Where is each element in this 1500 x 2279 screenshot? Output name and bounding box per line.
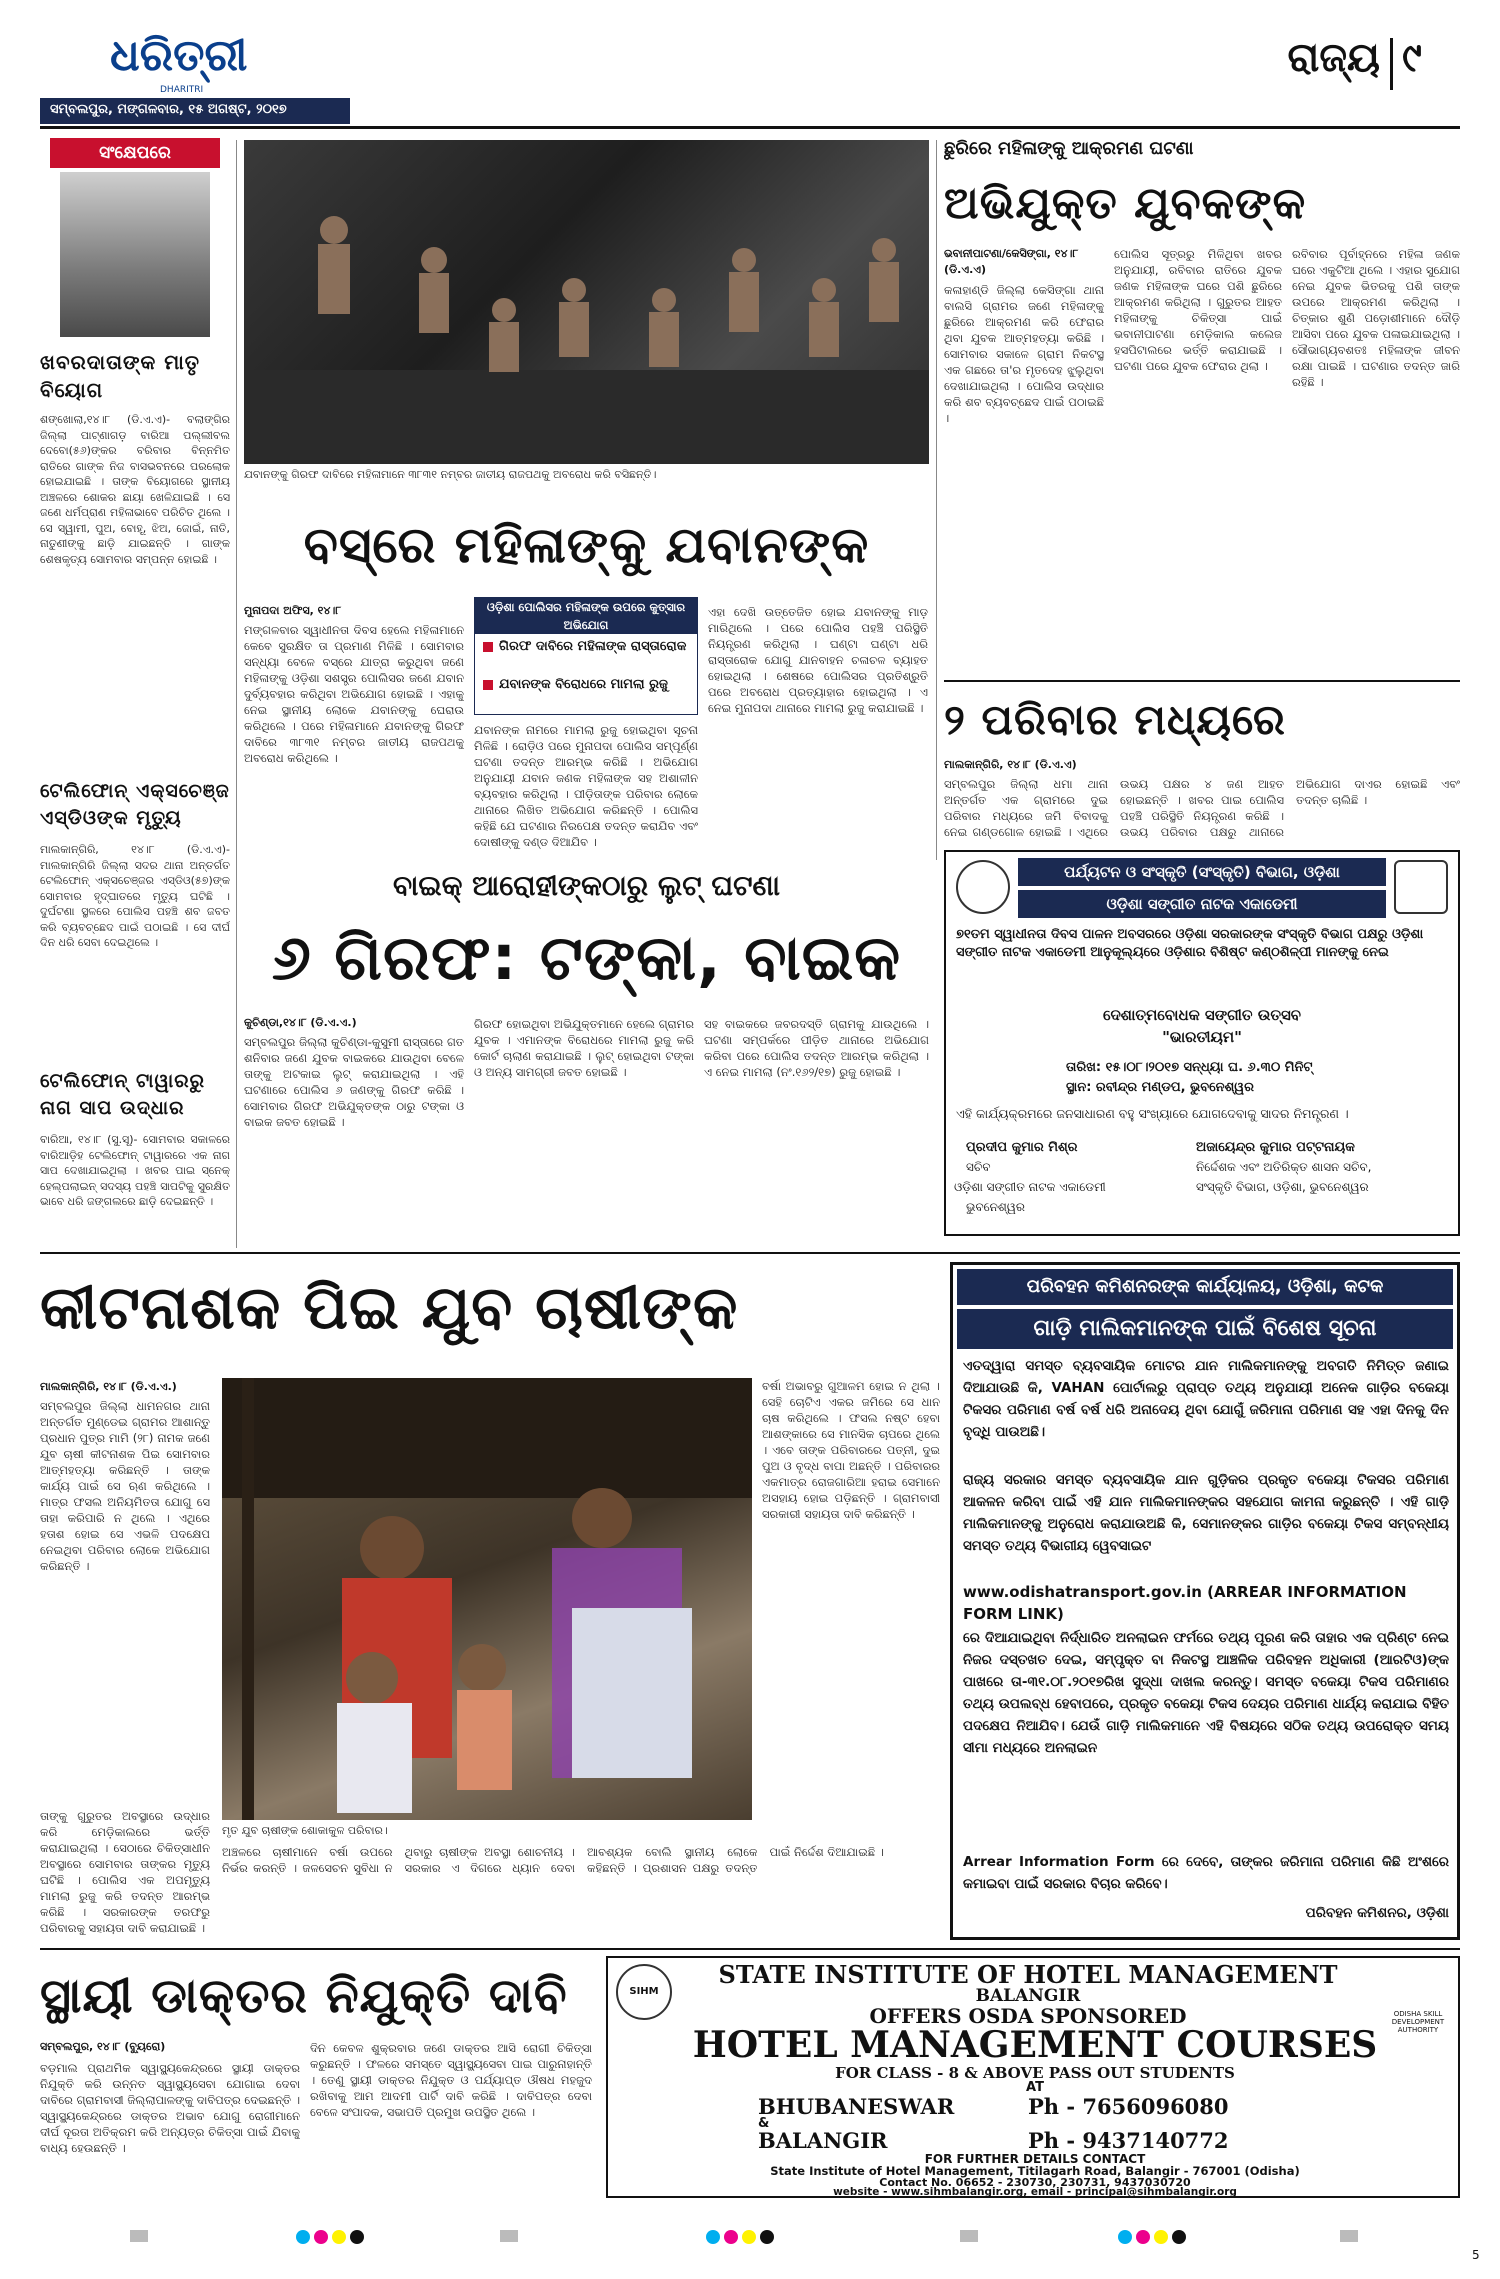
hotel-line6: AT [1026, 2080, 1044, 2095]
hotel-line3: OFFERS OSDA SPONSORED [869, 2004, 1187, 2028]
yellow-dot [742, 2230, 756, 2244]
transport-ad [950, 1262, 1460, 1940]
family-photo-graphic [222, 1378, 752, 1820]
bus-box-point1: ଗିରଫ ଦାବିରେ ମହିଳାଙ୍କ ରାସ୍ତାରୋକ [499, 639, 687, 654]
molestation-dateline: ଭବାନୀପାଟଣା/କେସିଙ୍ଗା, ୧୪।୮ (ଡି.ଏ.ଏ) [944, 247, 1079, 276]
loot-headline: ୬ ଗିରଫ: ଟଙ୍କା, ବାଇକ [271, 921, 902, 994]
gray-mark [500, 2230, 518, 2242]
section-divider [1390, 38, 1393, 90]
transport-para4: Arrear Information Form ରେ ଦେବେ, ତାଙ୍କର ଜରିମାନା ପରିମାଣ କିଛି ଅଂଶରେ କମାଇବା ପାଇଁ ସରକାର ବିଚାର କରିବେ। [963, 1854, 1449, 1892]
farmer-body-col1b: ତାଙ୍କୁ ଗୁରୁତର ଅବସ୍ଥାରେ ଉଦ୍ଧାର କରି ମେଡ଼ିକାଲରେ ଭର୍ତ୍ତି କରାଯାଇଥିଲା । ସେଠାରେ ଚିକିତ୍ସାଧୀନ ଅବସ୍ଥାରେ ସୋମବାର ତାଙ୍କର ମୃତ୍ୟୁ ଘଟିଛି । ପୋଲିସ ଏକ ଅପମୃତ୍ୟୁ ମାମଲା ରୁଜୁ କରି ତଦନ୍ତ ଆରମ୍ଭ କରିଛି । ସରକାରଙ୍କ ତରଫରୁ ପରିବାରକୁ ସହାୟତା ଦାବି କରାଯାଇଛି । [40, 1809, 210, 1935]
doctor-headline: ସ୍ଥାୟୀ ଡାକ୍ତର ନିଯୁକ୍ତି ଦାବି [40, 1968, 568, 2024]
masthead [40, 30, 1460, 125]
hotel-amp: & [758, 2116, 770, 2131]
brief-item1-body: ଶଙ୍ଖୋଲା,୧୪।୮ (ଡି.ଏ.ଏ)- ବଲାଙ୍ଗିର ଜିଲ୍ଲା ପାଟ୍ଣାଗଡ଼ ବାରିଆ ପଲ୍ଲୀବଲ ଦେବୋ(୫୬)ଙ୍କର ବରିବାର ବିନ୍ନମିତ ରାତିରେ ଗାଙ୍କ ନିଜ ବାସଭବନରେ ପରଲୋକ ହୋଇଯାଇଛି । ତାଙ୍କ ବିୟୋଗରେ ସ୍ଥାନୀୟ ଅଞ୍ଚଳରେ ଶୋକର ଛାୟା ଖେଳିଯାଇଛି । ସେ ଜଣେ ଧର୍ମପ୍ରାଣ ମହିଳାଭାବେ ପରିଚିତ ଥିଲେ । ସେ ସ୍ୱାମୀ, ପୁଅ, ବୋହୂ, ଝିଅ, ଜୋଇଁ, ନାତି, ନାତୁଣୀଙ୍କୁ ଛାଡ଼ି ଯାଇଛନ୍ତି । ଗାଙ୍କ ଶେଷକୃତ୍ୟ ସୋମବାର ସମ୍ପନ୍ନ ହୋଇଛି । [40, 413, 230, 566]
brief-item2-title: ଟେଲିଫୋନ୍ ଏକ୍ସଚେଞ୍ଜ ଏସ୍‌ଡିଓଙ୍କ ମୃତ୍ୟୁ [40, 780, 230, 829]
yellow-dot [332, 2230, 346, 2244]
bus-box-title: ଓଡ଼ିଶା ପୋଲିସର ମହିଳାଙ୍କ ଉପରେ କୁତ୍ସାର ଅଭିଯୋଗ [475, 598, 697, 634]
hotel-line1: STATE INSTITUTE OF HOTEL MANAGEMENT [718, 1960, 1338, 1989]
cyan-dot [296, 2230, 310, 2244]
culture-invite: ଏହି କାର୍ଯ୍ୟକ୍ରମରେ ଜନସାଧାରଣ ବହୁ ସଂଖ୍ୟାରେ ଯୋଗଦେବାକୁ ସାଦର ନିମନ୍ତ୍ରଣ । [956, 1106, 1349, 1121]
bus-box-point2: ଯବାନଙ୍କ ବିରୋଧରେ ମାମଲା ରୁଜୁ [499, 677, 668, 692]
bus-highlight-box [474, 597, 698, 715]
masthead-rule [40, 126, 1460, 129]
family-photo-caption: ମୃତ ଯୁବ ଚାଷୀଙ୍କ ଶୋକାକୁଳ ପରିବାର। [222, 1824, 388, 1837]
hotel-phone2[interactable]: Ph - 9437140772 [1028, 2128, 1229, 2153]
page-marker: 5 [1472, 2248, 1480, 2262]
culture-sig1-org: ଓଡ଼ିଶା ସଙ୍ଗୀତ ନାଟକ ଏକାଡେମୀ [954, 1180, 1106, 1194]
culture-sig2-org: ସଂସ୍କୃତି ବିଭାଗ, ଓଡ଼ିଶା, ଭୁବନେଶ୍ୱର [1196, 1180, 1369, 1194]
magenta-dot [314, 2230, 328, 2244]
brief-item2-body: ମାଲକାନ୍‌ଗିରି, ୧୪।୮ (ଡି.ଏ.ଏ)- ମାଲକାନ୍‌ଗିରି ଜିଲ୍ଲା ସଦର ଥାନା ଅନ୍ତର୍ଗତ ଟେଲିଫୋନ୍ ଏକ୍ସଚେଞ୍ଜର ଏସ୍‌ଡିଓ(୫୭)ଙ୍କ ସୋମବାର ହୃଦ୍‌ଘାତରେ ମୃତ୍ୟୁ ଘଟିଛି । ଦୁର୍ଘଟଣା ସ୍ଥଳରେ ପୋଲିସ ପହଞ୍ଚି ଶବ ଜବତ କରି ବ୍ୟବଚ୍ଛେଦ ପାଇଁ ପଠାଇଛି । ସେ ଦୀର୍ଘ ଦିନ ଧରି ସେବା ଦେଇଥିଲେ । [40, 843, 230, 949]
culture-sig2-role: ନିର୍ଦ୍ଦେଶକ ଏବଂ ଅତିରିକ୍ତ ଶାସନ ସଚିବ, [1196, 1160, 1372, 1174]
hotel-web[interactable]: website - www.sihmbalangir.org, email - principal@sihmbalangir.org [833, 2186, 1237, 2198]
culture-dept: ପର୍ଯ୍ୟଟନ ଓ ସଂସ୍କୃତି (ସଂସ୍କୃତି) ବିଭାଗ, ଓଡ଼ିଶା [1018, 858, 1386, 886]
molestation-body-col2: ପୋଲିସ ସୂତ୍ରରୁ ମିଳିଥିବା ଖବର ଅନୁଯାୟୀ, ରବିବାର ରାତିରେ ଯୁବକ ଜଣକ ମହିଳାଙ୍କ ଘରେ ପଶି ଛୁରିରେ ଆକ୍ରମଣ କରିଥିଲା । ଗୁରୁତର ଆହତ ମହିଳାଙ୍କୁ ଚିକିତ୍ସା ପାଇଁ ଭବାନୀପାଟଣା ମେଡ଼ିକାଲ କଲେଜ ହସପିଟାଲରେ ଭର୍ତ୍ତି କରାଯାଇଛି । ଘଟଣା ପରେ ଯୁବକ ଫେରାର ଥିଲା । [1114, 247, 1282, 373]
transport-para3: ରେ ଦିଆଯାଇଥିବା ନିର୍ଦ୍ଧାରିତ ଅନଲାଇନ ଫର୍ମରେ ତଥ୍ୟ ପୂରଣ କରି ତାହାର ଏକ ପ୍ରିଣ୍ଟ ନେଇ ନିଜର ଦସ୍ତଖତ ଦେଇ, ସମ୍ପୃକ୍ତ ବା ନିକଟସ୍ଥ ଆଞ୍ଚଳିକ ପରିବହନ ଅଧିକାରୀ (ଆରଟିଓ)ଙ୍କ ପାଖରେ ତା-୩୧.୦୮.୨୦୧୭ରିଖ ସୁଦ୍ଧା ଦାଖଲ କରନ୍ତୁ। ସମସ୍ତ ବକେୟା ଟିକସ ପରିମାଣର ତଥ୍ୟ ଉପଲବ୍ଧ ହେବାପରେ, ପ୍ରକୃତ ବକେୟା ଟିକସ ଦେୟର ପରିମାଣ ଧାର୍ଯ୍ୟ କରାଯାଇ ବିହିତ ପଦକ୍ଷେପ ନିଆଯିବ। ଯେଉଁ ଗାଡ଼ି ମାଲିକମାନେ ଏହି ବିଷୟରେ ସଠିକ ତଥ୍ୟ ଉପରୋକ୍ତ ସମୟ ସୀମା ମଧ୍ୟରେ ଅନଲାଇନ [963, 1630, 1449, 1756]
mid-page-rule [40, 1252, 1460, 1254]
loot-body-col1: ସମ୍ବଲପୁର ଜିଲ୍ଲା କୁଚିଣ୍ଡା-କୁସୁମୀ ରାସ୍ତାରେ ଗତ ଶନିବାର ଜଣେ ଯୁବକ ବାଇକରେ ଯାଉଥିବା ବେଳେ ତାଙ୍କୁ ଅଟକାଇ ଲୁଟ୍ କରାଯାଇଥିଲା । ଏହି ଘଟଣାରେ ପୋଲିସ ୬ ଜଣଙ୍କୁ ଗିରଫ କରିଛି । ସୋମବାର ଗିରଫ ଅଭିଯୁକ୍ତଙ୍କ ଠାରୁ ଟଙ୍କା ଓ ବାଇକ ଜବତ ହୋଇଛି । [244, 1035, 464, 1129]
loot-kicker: ବାଇକ୍ ଆରୋହୀଙ୍କଠାରୁ ଲୁଟ୍ ଘଟଣା [392, 869, 781, 902]
culture-intro: ୭୧ତମ ସ୍ୱାଧୀନତା ଦିବସ ପାଳନ ଅବସରରେ ଓଡ଼ିଶା ସରକାରଙ୍କ ସଂସ୍କୃତି ବିଭାଗ ପକ୍ଷରୁ ଓଡ଼ିଶା ସଙ୍ଗୀତ ନାଟକ ଏକାଡେମୀ ଆନୁକୂଲ୍ୟରେ ଓଡ଼ିଶାର ବିଶିଷ୍ଟ କଣ୍ଠଶିଳ୍ପୀ ମାନଙ୍କୁ ନେଇ [956, 927, 1424, 960]
culture-event-name: "ଭାରତୀୟମ" [1162, 1028, 1242, 1046]
culture-emblem-left [956, 860, 1010, 914]
transport-notice: ଗାଡ଼ି ମାଲିକମାନଙ୍କ ପାଇଁ ବିଶେଷ ସୂଚନା [957, 1309, 1453, 1349]
lower-rule [40, 1948, 1460, 1950]
farmer-body-col3: ବର୍ଷା ଅଭାବରୁ ଗୁଆଳମ ହୋଇ ନ ଥିଲା । ସେହି ଚୋଟିଏ ଏକର ଜମିରେ ସେ ଧାନ ଚାଷ କରିଥିଲେ । ଫସଲ ନଷ୍ଟ ହେବା ଆଶଙ୍କାରେ ସେ ମାନସିକ ଚାପରେ ଥିଲେ । ଏବେ ତାଙ୍କ ପରିବାରରେ ପତ୍ନୀ, ଦୁଇ ପୁଅ ଓ ବୃଦ୍ଧ ବାପା ଅଛନ୍ତି । ପରିବାରର ଏକମାତ୍ର ରୋଜଗାରିଆ ହରାଇ ସେମାନେ ଅସହାୟ ହୋଇ ପଡ଼ିଛନ୍ତି । ଗ୍ରାମବାସୀ ସରକାରୀ ସହାୟତା ଦାବି କରିଛନ୍ତି । [762, 1379, 940, 1521]
hotel-line2: BALANGIR [975, 1986, 1081, 2006]
hotel-city2: BALANGIR [758, 2128, 888, 2153]
gray-mark [960, 2230, 978, 2242]
hotel-line5: FOR CLASS - 8 & ABOVE PASS OUT STUDENTS [835, 2064, 1235, 2082]
hotel-phone1[interactable]: Ph - 7656096080 [1028, 2094, 1229, 2119]
bus-dateline: ମୁନାପଦା ଅଫିସ, ୧୪।୮ [244, 604, 342, 617]
protest-photo-caption: ଯବାନଙ୍କୁ ଗିରଫ ଦାବିରେ ମହିଳାମାନେ ୩୮୩୧ ନମ୍ବର ଜାତୀୟ ରାଜପଥକୁ ଅବରୋଧ କରି ବସିଛନ୍ତି। [244, 468, 657, 481]
obituary-photo [60, 172, 210, 337]
column-divider-left [236, 140, 237, 1248]
culture-sig1-name: ପ୍ରଦୀପ କୁମାର ମିଶ୍ର [966, 1140, 1078, 1155]
bus-body-col3: ଏହା ଦେଖି ଉତ୍ତେଜିତ ହୋଇ ଯବାନଙ୍କୁ ମାଡ଼ ମାରିଥିଲେ । ପରେ ପୋଲିସ ପହଞ୍ଚି ପରିସ୍ଥିତି ନିୟନ୍ତ୍ରଣ କରିଥିଲା । ଘଣ୍ଟା ଘଣ୍ଟା ଧରି ରାସ୍ତାରୋକ ଯୋଗୁ ଯାନବାହନ ଚଳାଚଳ ବ୍ୟାହତ ହୋଇଥିଲା । ଶେଷରେ ପୋଲିସର ପ୍ରତିଶ୍ରୁତି ପରେ ଅବରୋଧ ପ୍ରତ୍ୟାହାର ହୋଇଥିଲା । ଏ ନେଇ ମୁନାପଦା ଥାନାରେ ମାମଲା ରୁଜୁ କରାଯାଇଛି । [708, 605, 928, 715]
yellow-dot [1154, 2230, 1168, 2244]
magenta-dot [724, 2230, 738, 2244]
section-title: ରାଜ୍ୟ [1287, 35, 1380, 81]
culture-sig1-role: ସଚିବ [966, 1160, 991, 1174]
hotel-city1: BHUBANESWAR [758, 2094, 955, 2119]
masthead-dateline: ସମ୍ବଲପୁର, ମଙ୍ଗଳବାର, ୧୫ ଅଗଷ୍ଟ, ୨୦୧୭ [50, 102, 287, 117]
bus-box-bullet2 [483, 680, 493, 690]
molestation-body-col1: କଳାହାଣ୍ଡି ଜିଲ୍ଲା କେସିଙ୍ଗା ଥାନା ବାଲସି ଗ୍ରାମର ଜଣେ ମହିଳାଙ୍କୁ ଛୁରିରେ ଆକ୍ରମଣ କରି ଫେରାର ଥିବା ଯୁବକ ଆତ୍ମହତ୍ୟା କରିଛି । ସୋମବାର ସକାଳେ ଗ୍ରାମ ନିକଟସ୍ଥ ଏକ ଗଛରେ ତା'ର ମୃତଦେହ ଝୁଲୁଥିବା ଦେଖାଯାଇଥିଲା । ପୋଲିସ ଉଦ୍ଧାର କରି ଶବ ବ୍ୟବଚ୍ଛେଦ ପାଇଁ ପଠାଇଛି । [944, 283, 1104, 425]
print-marks [0, 2222, 1500, 2262]
loot-body-col3: ସହ ବାଇକରେ ଜବରଦସ୍ତି ଗ୍ରାମକୁ ଯାଉଥିଲେ । ଘଟଣା ସମ୍ପର୍କରେ ପୀଡ଼ିତ ଥାନାରେ ଅଭିଯୋଗ କରିବା ପରେ ପୋଲିସ ତଦନ୍ତ ଆରମ୍ଭ କରିଥିଲା । ଏ ନେଇ ମାମଲା (ନଂ.୧୬୨/୧୭) ରୁଜୁ ହୋଇଛି । [704, 1017, 929, 1079]
molestation-body-col3: ରବିବାର ପୂର୍ବାହ୍ନରେ ମହିଳା ଜଣକ ଘରେ ଏକୁଟିଆ ଥିଲେ । ଏହାର ସୁଯୋଗ ନେଇ ଯୁବକ ଭିତରକୁ ପଶି ତାଙ୍କ ଉପରେ ଆକ୍ରମଣ କରିଥିଲା । ଚିତ୍କାର ଶୁଣି ପଡ଼ୋଶୀମାନେ ଦୌଡ଼ି ଆସିବା ପରେ ଯୁବକ ପଳାଇଯାଇଥିଲା । ସୌଭାଗ୍ୟବଶତଃ ମହିଳାଙ୍କ ଜୀବନ ରକ୍ଷା ପାଇଛି । ଘଟଣାର ତଦନ୍ତ ଜାରି ରହିଛି । [1292, 247, 1460, 389]
loot-body-col2: ଗିରଫ ହୋଇଥିବା ଅଭିଯୁକ୍ତମାନେ ହେଲେ ଗ୍ରାମର ଯୁବକ । ଏମାନଙ୍କ ବିରୋଧରେ ମାମଲା ରୁଜୁ କରି କୋର୍ଟ ଚାଲାଣ କରାଯାଇଛି । ଲୁଟ୍ ହୋଇଥିବା ଟଙ୍କା ଓ ଅନ୍ୟ ସାମଗ୍ରୀ ଜବତ ହୋଇଛି । [474, 1017, 694, 1079]
culture-emblem-right [1394, 860, 1448, 914]
farmer-headline: କୀଟନାଶକ ପିଇ ଯୁବ ଚାଷୀଙ୍କ [40, 1273, 739, 1343]
bus-body-col2: ଯବାନଙ୍କ ନାମରେ ମାମଲା ରୁଜୁ ହୋଇଥିବା ସୂଚନା ମିଳିଛି । ରୋଡ଼ିଓ ପରେ ମୁନାପଦା ପୋଲିସ ସମ୍ପୂର୍ଣ୍ଣ ଘଟଣା ତଦନ୍ତ ଆରମ୍ଭ କରିଛି । ଅଭିଯୋଗ ଅନୁଯାୟୀ ଯବାନ ଜଣକ ମହିଳାଙ୍କ ସହ ଅଶାଳୀନ ବ୍ୟବହାର କରିଥିଲା । ପୀଡ଼ିତାଙ୍କ ପରିବାର ଲୋକେ ଥାନାରେ ଲିଖିତ ଅଭିଯୋଗ କରିଛନ୍ତି । ପୋଲିସ କହିଛି ଯେ ଘଟଣାର ନିରପେକ୍ଷ ତଦନ୍ତ କରାଯିବ ଏବଂ ଦୋଷୀଙ୍କୁ ଦଣ୍ଡ ଦିଆଯିବ । [474, 723, 698, 849]
transport-url[interactable]: www.odishatransport.gov.in (ARREAR INFORMATION FORM LINK) [963, 1583, 1407, 1623]
culture-sig2-name: ଅଜାୟେନ୍ଦ୍ର କୁମାର ପଟ୍ଟନାୟକ [1196, 1140, 1355, 1155]
family-photo [222, 1378, 752, 1820]
bus-headline: ବସ୍‌ରେ ମହିଳାଙ୍କୁ ଯବାନଙ୍କ [303, 516, 870, 574]
hotel-ad [606, 1956, 1460, 2198]
family-rule [944, 680, 1460, 682]
family-body: ସମ୍ବଲପୁର ଜିଲ୍ଲା ଧମା ଥାନା ଅନ୍ତର୍ଗତ ଏକ ଗ୍ରାମରେ ଦୁଇ ପରିବାର ମଧ୍ୟରେ ଜମି ବିବାଦକୁ ନେଇ ଗଣ୍ଡଗୋଳ ହୋଇଛି । ଏଥିରେ ଉଭୟ ପକ୍ଷର ୪ ଜଣ ଆହତ ହୋଇଛନ୍ତି । ଖବର ପାଇ ପୋଲିସ ପହଞ୍ଚି ପରିସ୍ଥିତି ନିୟନ୍ତ୍ରଣ କରିଛି । ଉଭୟ ପରିବାର ପକ୍ଷରୁ ଥାନାରେ ଅଭିଯୋଗ ଦାଏର ହୋଇଛି ଏବଂ ତଦନ୍ତ ଚାଲିଛି । [944, 777, 1460, 839]
cyan-dot [1118, 2230, 1132, 2244]
transport-sign: ପରିବହନ କମିଶନର, ଓଡ଼ିଶା [1305, 1905, 1449, 1921]
transport-para2: ରାଜ୍ୟ ସରକାର ସମସ୍ତ ବ୍ୟବସାୟିକ ଯାନ ଗୁଡ଼ିକର ପ୍ରକୃତ ବକେୟା ଟିକସର ପରିମାଣ ଆକଳନ କରିବା ପାଇଁ ଏହି ଯାନ ମାଲିକମାନଙ୍କର ସହଯୋଗ କାମନା କରୁଛନ୍ତି । ଏହି ଗାଡ଼ି ମାଲିକମାନଙ୍କୁ ଅନୁରୋଧ କରାଯାଉଅଛି କି, ସେମାନଙ୍କର ଗାଡ଼ିର ବକେୟା ଟିକସ ସମ୍ବନ୍ଧୀୟ ସମସ୍ତ ତଥ୍ୟ ବିଭାଗୀୟ ୱେବସାଇଟ [963, 1472, 1449, 1554]
doctor-dateline: ସମ୍ବଲପୁର, ୧୪।୮ (ବ୍ୟୁରୋ) [40, 2040, 166, 2053]
culture-date: ତାରିଖ: ୧୫।୦୮।୨୦୧୭ ସନ୍ଧ୍ୟା ଘ. ୬.୩୦ ମିନିଟ୍ [1066, 1060, 1313, 1075]
protest-photo-graphic [244, 140, 929, 464]
column-divider-mid [936, 140, 937, 860]
gray-mark [1340, 2230, 1358, 2242]
family-dateline: ମାଲକାନ୍‌ଗିରି, ୧୪।୮ (ଡି.ଏ.ଏ) [944, 758, 1077, 771]
hotel-logo-right: ODISHA SKILL DEVELOPMENT AUTHORITY [1391, 2010, 1445, 2032]
brief-item3-title: ଟେଲିଫୋନ୍ ଟାୱାରରୁ ନାଗ ସାପ ଉଦ୍ଧାର [40, 1070, 205, 1119]
farmer-dateline: ମାଲକାନ୍‌ଗିରି, ୧୪।୮ (ଡି.ଏ.ଏ.) [40, 1380, 177, 1393]
black-dot [350, 2230, 364, 2244]
brief-item3-body: ବାରିଆ, ୧୪।୮ (ସୁ.ସୂ)- ସୋମବାର ସକାଳରେ ବାରିଆଡ଼ିହ ଟେଲିଫୋନ୍ ଟାୱାରରେ ଏକ ନାଗ ସାପ ଦେଖାଯାଇଥିଲା । ଖବର ପାଇ ସ୍ନେକ୍ ହେଲ୍ପଲାଇନ୍ ସଦସ୍ୟ ପହଞ୍ଚି ସାପଟିକୁ ସୁରକ୍ଷିତ ଭାବେ ଧରି ଜଙ୍ଗଲରେ ଛାଡ଼ି ଦେଇଛନ୍ତି । [40, 1133, 230, 1208]
hotel-contact-no: Contact No. 06652 - 230730, 230731, 9437030720 [879, 2176, 1191, 2188]
hotel-logo-left: SIHM [616, 1964, 672, 2020]
doctor-body-col2: ଦିନ କେବଳ ଶୁକ୍ରବାର ଜଣେ ଡାକ୍ତର ଆସି ରୋଗୀ ଚିକିତ୍ସା କରୁଛନ୍ତି । ଫଳରେ ସମସ୍ତେ ସ୍ୱାସ୍ଥ୍ୟସେବା ପାଇ ପାରୁନାହାନ୍ତି । ତେଣୁ ସ୍ଥାୟୀ ଡାକ୍ତର ନିଯୁକ୍ତ ଓ ପର୍ଯ୍ୟାପ୍ତ ଔଷଧ ମହଜୁଦ ରଖିବାକୁ ଆମ ଆଦମୀ ପାର୍ଟି ଦାବି କରିଛି । ଦାବିପତ୍ର ଦେବା ବେଳେ ସଂପାଦକ, ସଭାପତି ପ୍ରମୁଖ ଉପସ୍ଥିତ ଥିଲେ । [310, 2041, 592, 2119]
masthead-logo-sub: DHARITRI [160, 85, 204, 95]
culture-venue: ସ୍ଥାନ: ରବୀନ୍ଦ୍ର ମଣ୍ଡପ, ଭୁବନେଶ୍ୱର [1066, 1080, 1254, 1095]
farmer-body-col1: ସମ୍ବଲପୁର ଜିଲ୍ଲା ଧାମନଗର ଥାନା ଅନ୍ତର୍ଗତ ମୁଣ୍ଡେଇ ଗ୍ରାମର ଆଶାନ୍ତୁ ପ୍ରଧାନ ପୁତ୍ର ମାମି (୨୮) ନାମକ ଜଣେ ଯୁବ ଚାଷୀ କୀଟନାଶକ ପିଇ ସୋମବାର ଆତ୍ମହତ୍ୟା କରିଛନ୍ତି । ତାଙ୍କ କାର୍ଯ୍ୟ ପାଇଁ ସେ ଋଣ କରିଥିଲେ । ମାତ୍ର ଫସଲ ଅନିୟମିତତା ଯୋଗୁ ସେ ତାହା କରିପାରି ନ ଥିଲେ । ଏଥିରେ ହତାଶ ହୋଇ ସେ ଏଭଳି ପଦକ୍ଷେପ ନେଇଥିବା ପରିବାର ଲୋକେ ଅଭିଯୋଗ କରିଛନ୍ତି । [40, 1399, 210, 1573]
transport-office: ପରିବହନ କମିଶନରଙ୍କ କାର୍ଯ୍ୟାଳୟ, ଓଡ଼ିଶା, କଟକ [957, 1269, 1453, 1305]
brief-column [40, 138, 230, 1248]
bus-box-bullet1 [483, 642, 493, 652]
farmer-body-bottom: ଅଞ୍ଚଳରେ ଚାଷୀମାନେ ବର୍ଷା ଉପରେ ନିର୍ଭର କରନ୍ତି । ଜଳସେଚନ ସୁବିଧା ନ ଥିବାରୁ ଚାଷୀଙ୍କ ଅବସ୍ଥା ଶୋଚନୀୟ । ସରକାର ଏ ଦିଗରେ ଧ୍ୟାନ ଦେବା ଆବଶ୍ୟକ ବୋଲି ସ୍ଥାନୀୟ ଲୋକେ କହିଛନ୍ତି । ପ୍ରଶାସନ ପକ୍ଷରୁ ତଦନ୍ତ ପାଇଁ ନିର୍ଦ୍ଦେଶ ଦିଆଯାଇଛି । [222, 1845, 884, 1875]
molestation-kicker: ଛୁରିରେ ମହିଳାଙ୍କୁ ଆକ୍ରମଣ ଘଟଣା [944, 138, 1194, 159]
brief-label: ସଂକ୍ଷେପରେ [50, 138, 220, 168]
gray-mark [130, 2230, 148, 2242]
hotel-contact-head: FOR FURTHER DETAILS CONTACT [924, 2152, 1146, 2166]
doctor-body-col1: ବଡ଼ମାଲ ପ୍ରାଥମିକ ସ୍ୱାସ୍ଥ୍ୟକେନ୍ଦ୍ରରେ ସ୍ଥାୟୀ ଡାକ୍ତର ନିଯୁକ୍ତି କରି ଉନ୍ନତ ସ୍ୱାସ୍ଥ୍ୟସେବା ଯୋଗାଇ ଦେବା ଦାବିରେ ଗ୍ରାମବାସୀ ଜିଲ୍ଲାପାଳଙ୍କୁ ଦାବିପତ୍ର ଦେଇଛନ୍ତି । ସ୍ୱାସ୍ଥ୍ୟକେନ୍ଦ୍ରରେ ଡାକ୍ତର ଅଭାବ ଯୋଗୁ ରୋଗୀମାନେ ଦୀର୍ଘ ଦୂରତା ଅତିକ୍ରମ କରି ଅନ୍ୟତ୍ର ଚିକିତ୍ସା ପାଇଁ ଯିବାକୁ ବାଧ୍ୟ ହେଉଛନ୍ତି । [40, 2061, 300, 2155]
loot-dateline: କୁଚିଣ୍ଡା,୧୪।୮ (ଡି.ଏ.ଏ.) [244, 1016, 357, 1029]
cyan-dot [706, 2230, 720, 2244]
family-headline: ୨ ପରିବାର ମଧ୍ୟରେ [944, 695, 1286, 744]
protest-photo [244, 140, 929, 464]
transport-para1: ଏତଦ୍ୱାରା ସମସ୍ତ ବ୍ୟବସାୟିକ ମୋଟର ଯାନ ମାଲିକମାନଙ୍କୁ ଅବଗତି ନିମିତ୍ତ ଜଣାଇ ଦିଆଯାଉଛି କି, VAHAN ପୋର୍ଟାଲରୁ ପ୍ରାପ୍ତ ତଥ୍ୟ ଅନୁଯାୟୀ ଅନେକ ଗାଡ଼ିର ବକେୟା ଟିକସର ପରିମାଣ ବର୍ଷ ବର୍ଷ ଧରି ଅନାଦେୟ ଥିବା ଯୋଗୁଁ ଜରିମାନା ପରିମାଣ ସହ ଏହା ଦିନକୁ ଦିନ ବୃଦ୍ଧି ପାଉଅଛି। [963, 1358, 1449, 1440]
culture-event: ଦେଶାତ୍ମବୋଧକ ସଙ୍ଗୀତ ଉତ୍ସବ [1102, 1006, 1302, 1024]
magenta-dot [1136, 2230, 1150, 2244]
page-number: ୯ [1402, 35, 1422, 81]
bus-body-col1: ମଙ୍ଗଳବାର ସ୍ୱାଧୀନତା ଦିବସ ହେଲେ ମହିଳାମାନେ କେବେ ସୁରକ୍ଷିତ ତା ପ୍ରମାଣ ମିଳିଛି । ସୋମବାର ସନ୍ଧ୍ୟା ବେଳେ ବସ୍‌ରେ ଯାତ୍ରା କରୁଥିବା ଜଣେ ମହିଳାଙ୍କୁ ଓଡ଼ିଶା ସଶସ୍ତ୍ର ପୋଲିସର ଜଣେ ଯବାନ ଦୁର୍ବ୍ୟବହାର କରିଥିବା ଅଭିଯୋଗ ହୋଇଛି । ଏହାକୁ ନେଇ ସ୍ଥାନୀୟ ଲୋକେ ଯବାନଙ୍କୁ ଘେରାଉ କରିଥିଲେ । ପରେ ମହିଳାମାନେ ଯବାନଙ୍କୁ ଗିରଫ ଦାବିରେ ୩୮୩୧ ନମ୍ବର ଜାତୀୟ ରାଜପଥକୁ ଅବରୋଧ କରିଥିଲେ । [244, 623, 464, 765]
culture-ad [944, 850, 1460, 1236]
brief-item1-title: ଖବରଦାତାଙ୍କ ମାତୃ ବିୟୋଗ [40, 350, 201, 402]
culture-sig1-place: ଭୁବନେଶ୍ୱର [966, 1200, 1025, 1214]
culture-academy: ଓଡ଼ିଶା ସଙ୍ଗୀତ ନାଟକ ଏକାଡେମୀ [1018, 890, 1386, 918]
hotel-address: State Institute of Hotel Management, Titilagarh Road, Balangir - 767001 (Odisha) [770, 2164, 1300, 2178]
molestation-headline: ଅଭିଯୁକ୍ତ ଯୁବକଙ୍କ [944, 178, 1307, 229]
black-dot [1172, 2230, 1186, 2244]
hotel-line4: HOTEL MANAGEMENT COURSES [692, 2024, 1378, 2066]
masthead-logo: ଧରିତ୍ରୀ [110, 30, 248, 81]
black-dot [760, 2230, 774, 2244]
